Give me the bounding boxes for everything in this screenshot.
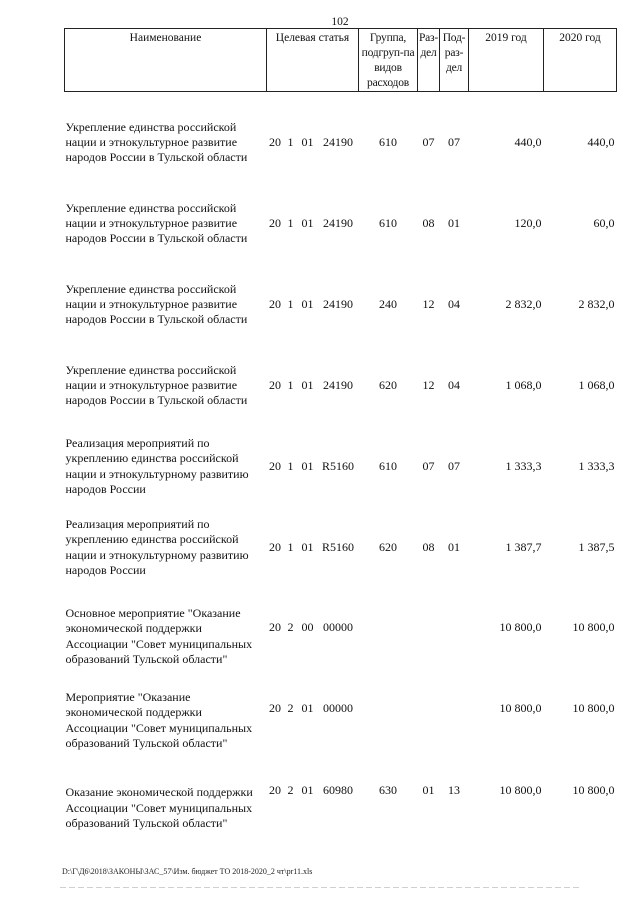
header-expense-group: Группа, подгруп-па видов расходов [359, 29, 418, 92]
row-code-direction: R5160 [321, 539, 354, 554]
row-section [418, 667, 440, 751]
row-amount-2019: 10 800,0 [499, 619, 542, 634]
row-amount-2020: 1 387,5 [578, 539, 615, 554]
header-year-2019: 2019 год [469, 29, 544, 92]
row-amount-2019: 1 387,7 [505, 539, 542, 554]
row-name: Основное мероприятие "Оказание экономической поддержки Ассоциации "Совет муниципальных образований Тульской области" [65, 606, 253, 666]
row-code-subprogram: 2 [287, 783, 294, 798]
row-name: Мероприятие "Оказание экономической поддержки Ассоциации "Совет муниципальных образований Тульской области" [65, 690, 253, 750]
row-amount-2020: 1 068,0 [578, 377, 615, 392]
row-subsection: 01 [448, 215, 460, 230]
table-row [65, 183, 617, 264]
row-amount-2020: 1 333,3 [578, 458, 615, 473]
row-amount-2020: 2 832,0 [578, 296, 615, 311]
row-code-subprogram: 1 [287, 134, 294, 149]
row-expense-group: 610 [379, 458, 397, 473]
row-code-subprogram: 1 [287, 296, 294, 311]
row-expense-group: 630 [379, 783, 397, 798]
row-section: 12 [422, 296, 435, 311]
row-code-event: 01 [301, 539, 314, 554]
row-code-event: 01 [301, 783, 314, 798]
row-amount-2019: 1 333,3 [505, 458, 542, 473]
row-code-direction: R5160 [321, 458, 354, 473]
table-header-row [65, 29, 617, 92]
row-code-event: 01 [301, 296, 314, 311]
table-row [65, 264, 617, 345]
footer-file-path: D:\Г\Д6\2018\ЗАКОНЫ\ЗАС_57\Изм. бюджет ТО 2018-2020_2 чт\pr11.xls [62, 867, 313, 876]
row-amount-2020: 10 800,0 [572, 783, 615, 798]
header-section: Раз-дел [418, 29, 440, 92]
row-code-program: 20 [269, 539, 281, 554]
row-section: 08 [422, 215, 435, 230]
row-code-direction: 24190 [323, 377, 353, 392]
row-code-direction: 24190 [323, 134, 353, 149]
row-subsection [440, 588, 469, 667]
row-amount-2020: 440,0 [587, 134, 615, 149]
row-subsection: 04 [448, 296, 460, 311]
row-expense-group [359, 667, 418, 751]
row-expense-group: 610 [379, 134, 397, 149]
row-code-direction: 60980 [323, 783, 353, 798]
row-code-event: 01 [301, 215, 314, 230]
row-expense-group: 240 [379, 296, 397, 311]
footer-divider [60, 887, 580, 888]
row-amount-2020: 60,0 [593, 215, 615, 230]
row-section: 01 [422, 783, 435, 798]
row-expense-group: 620 [379, 539, 397, 554]
row-code-event: 01 [301, 458, 314, 473]
row-code-subprogram: 1 [287, 215, 294, 230]
row-amount-2019: 120,0 [514, 215, 542, 230]
row-subsection: 04 [448, 377, 460, 392]
row-expense-group: 610 [379, 215, 397, 230]
row-code-program: 20 [269, 783, 281, 798]
row-code-program: 20 [269, 296, 281, 311]
row-section: 07 [422, 134, 435, 149]
header-name: Наименование [65, 29, 267, 92]
row-code-program: 20 [269, 134, 281, 149]
row-code-subprogram: 1 [287, 458, 294, 473]
row-code-event: 01 [301, 134, 314, 149]
row-name: Реализация мероприятий по укреплению единства российской нации и этнокультурному развитию народов России [65, 436, 249, 496]
row-code-direction: 24190 [323, 296, 353, 311]
row-name: Укрепление единства российской нации и этнокультурное развитие народов России в Тульской области [65, 200, 248, 246]
row-code-event: 00 [301, 619, 314, 634]
budget-table [64, 28, 617, 831]
table-row [65, 426, 617, 507]
page-number: 102 [331, 16, 349, 28]
row-code-program: 20 [269, 619, 281, 634]
table-row [65, 345, 617, 426]
row-section: 12 [422, 377, 435, 392]
row-name: Укрепление единства российской нации и этнокультурное развитие народов России в Тульской области [65, 281, 248, 327]
row-name: Оказание экономической поддержки Ассоциации "Совет муниципальных образований Тульской области" [65, 785, 253, 830]
table-row [65, 751, 617, 831]
row-subsection [440, 667, 469, 751]
row-subsection: 07 [448, 134, 460, 149]
row-amount-2019: 1 068,0 [505, 377, 542, 392]
header-target-article: Целевая статья [267, 29, 359, 92]
row-amount-2020: 10 800,0 [572, 701, 615, 716]
table-row [65, 102, 617, 183]
row-code-direction: 00000 [323, 701, 353, 716]
row-amount-2019: 10 800,0 [499, 701, 542, 716]
row-code-subprogram: 2 [287, 701, 294, 716]
row-code-event: 01 [301, 701, 314, 716]
row-code-program: 20 [269, 701, 281, 716]
row-amount-2020: 10 800,0 [572, 619, 615, 634]
row-amount-2019: 440,0 [514, 134, 542, 149]
row-code-direction: 00000 [323, 619, 353, 634]
row-code-event: 01 [301, 377, 314, 392]
row-code-program: 20 [269, 377, 281, 392]
row-subsection: 13 [448, 783, 460, 798]
row-subsection: 07 [448, 458, 460, 473]
table-row [65, 588, 617, 667]
row-name: Реализация мероприятий по укреплению единства российской нации и этнокультурному развитию народов России [65, 517, 249, 577]
row-section: 07 [422, 458, 435, 473]
table-row [65, 507, 617, 588]
row-code-program: 20 [269, 458, 281, 473]
table-row [65, 667, 617, 751]
row-amount-2019: 10 800,0 [499, 783, 542, 798]
row-name: Укрепление единства российской нации и этнокультурное развитие народов России в Тульской области [65, 362, 248, 408]
row-code-direction: 24190 [323, 215, 353, 230]
header-year-2020: 2020 год [544, 29, 617, 92]
row-expense-group [359, 588, 418, 667]
row-amount-2019: 2 832,0 [505, 296, 542, 311]
header-subsection: Под-раз-дел [440, 29, 469, 92]
row-section: 08 [422, 539, 435, 554]
row-code-subprogram: 1 [287, 539, 294, 554]
row-code-program: 20 [269, 215, 281, 230]
row-expense-group: 620 [379, 377, 397, 392]
row-code-subprogram: 2 [287, 619, 294, 634]
row-name: Укрепление единства российской нации и этнокультурное развитие народов России в Тульской области [65, 119, 248, 165]
row-code-subprogram: 1 [287, 377, 294, 392]
row-section [418, 588, 440, 667]
row-subsection: 01 [448, 539, 460, 554]
